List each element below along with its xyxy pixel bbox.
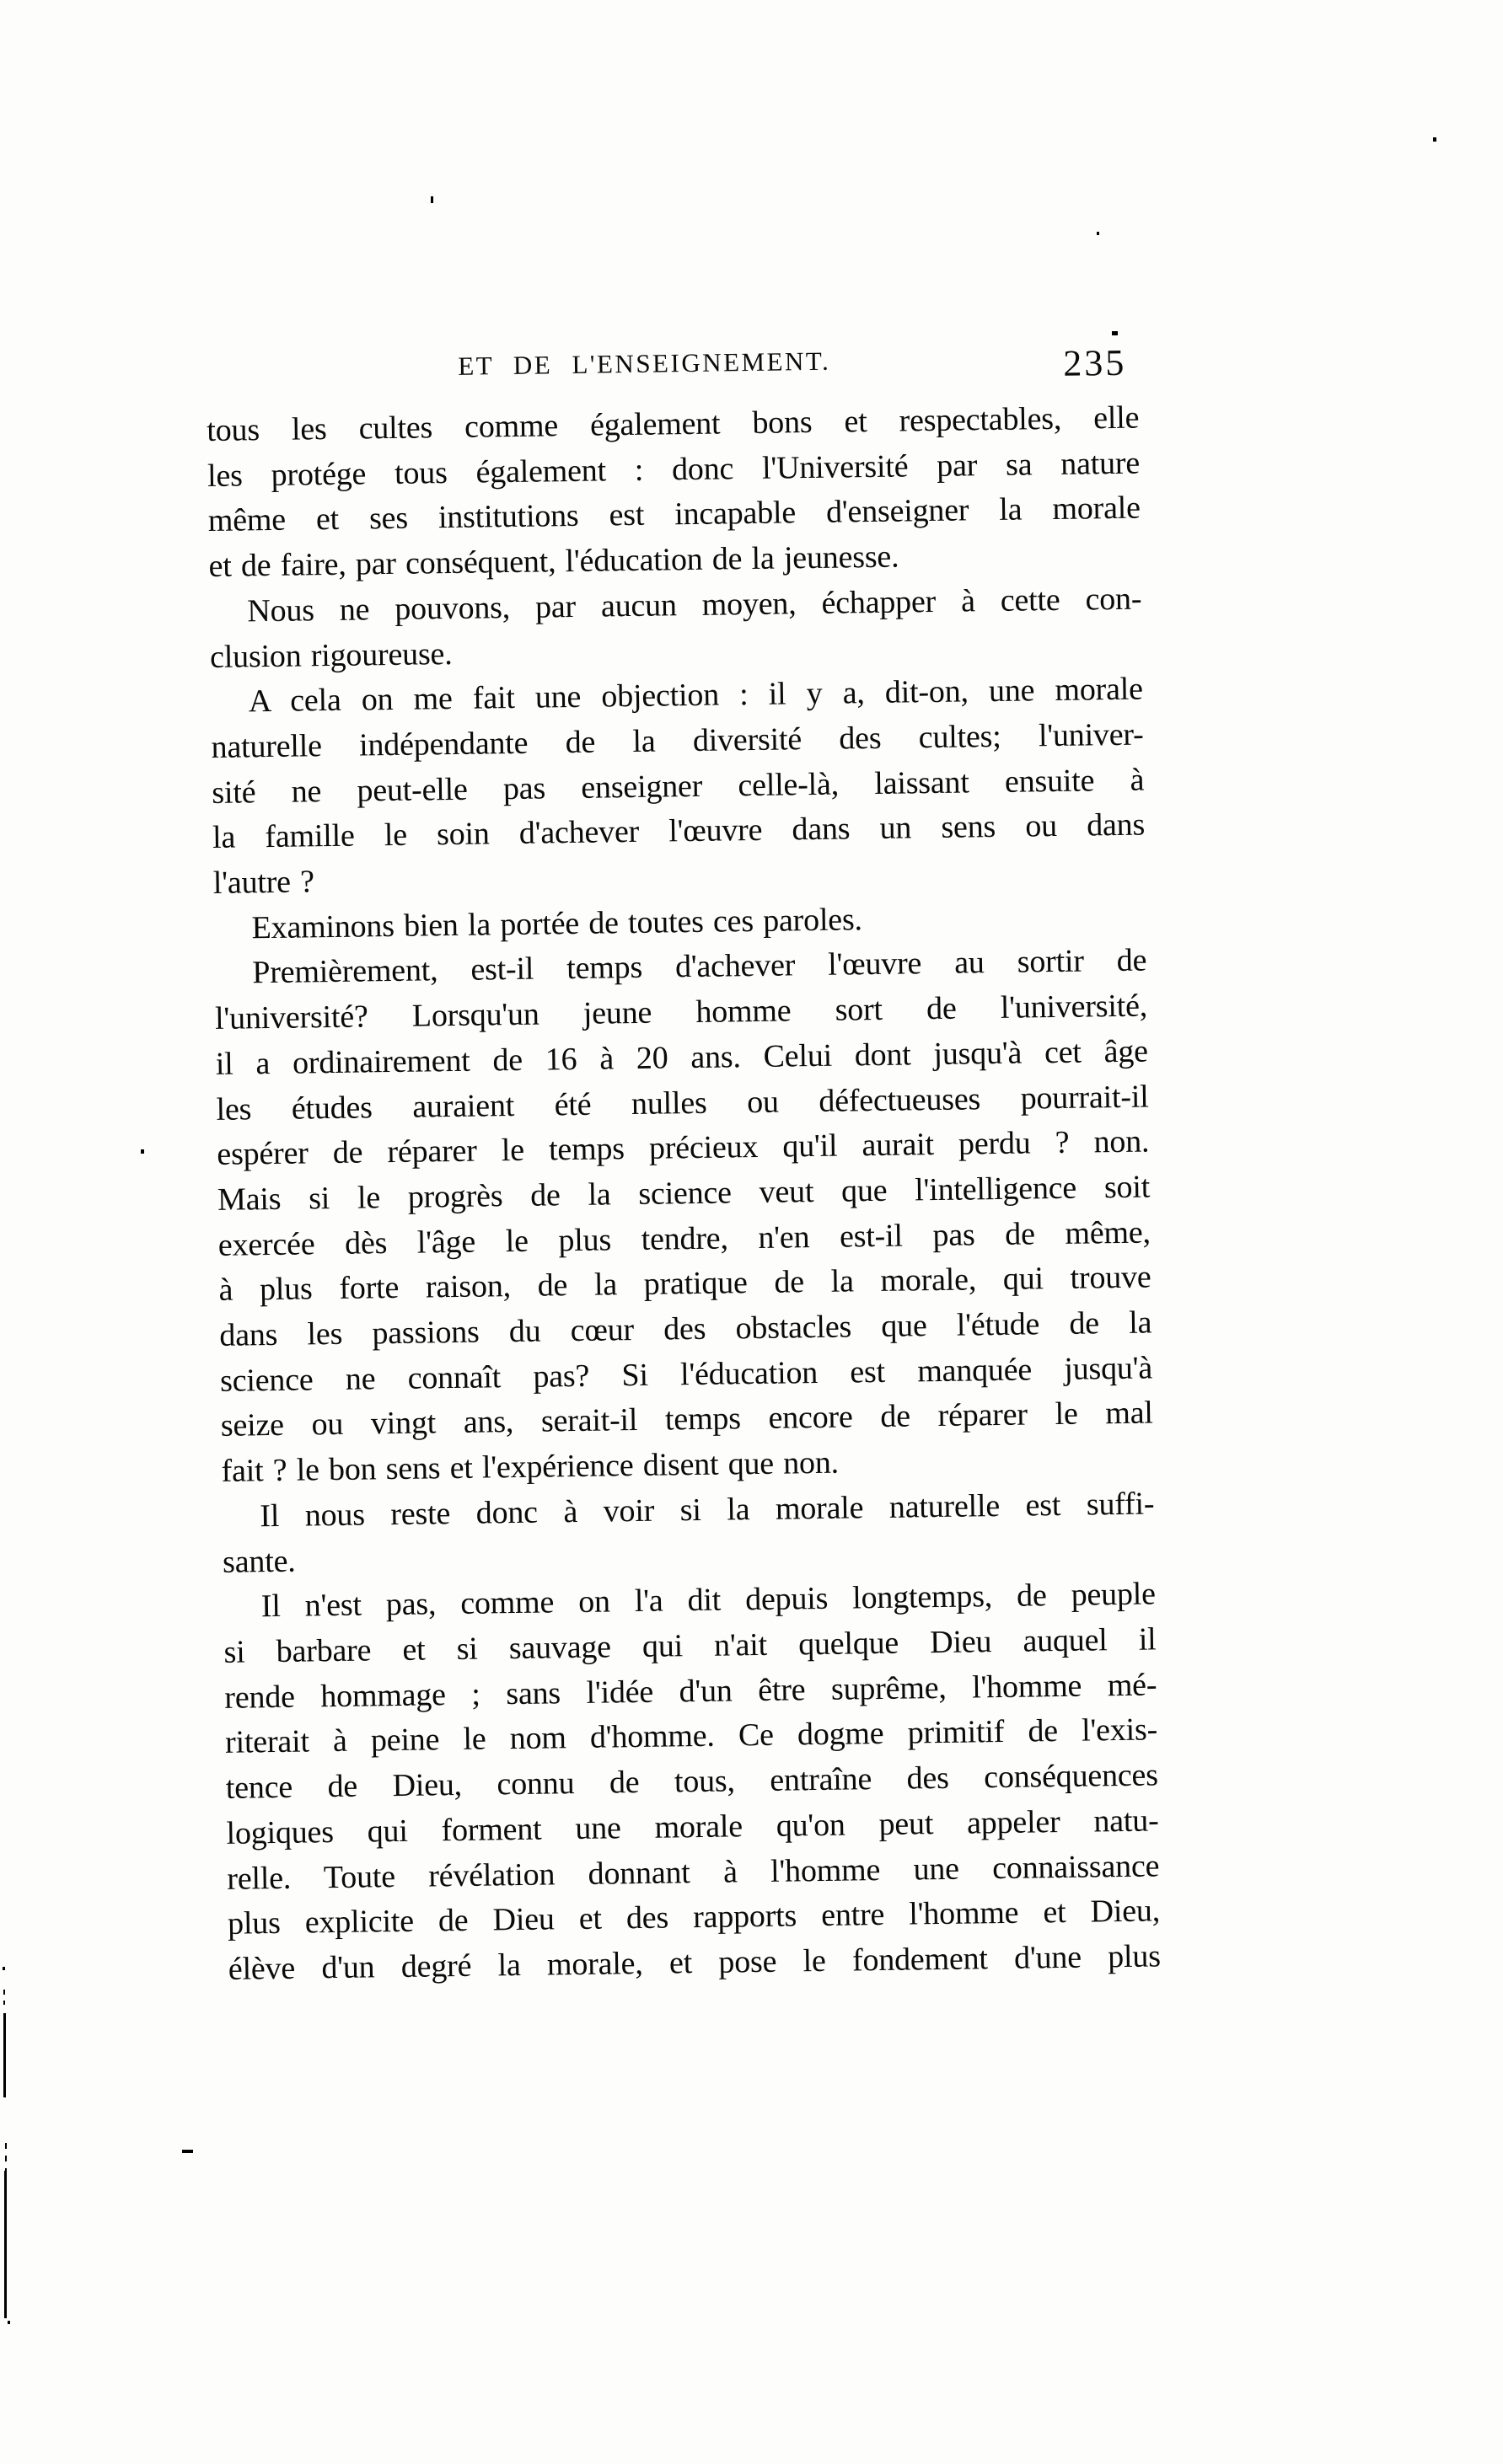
text-line: les protége tous également : donc l'Université par sa nature	[207, 445, 1141, 494]
scan-speck	[1112, 331, 1118, 335]
scan-speck	[1097, 232, 1099, 235]
text-line: naturelle indépendante de la diversité des cultes; l'univer-	[211, 716, 1144, 765]
text-line: plus explicite de Dieu et des rapports entre l'homme et Dieu,	[227, 1893, 1161, 1942]
scan-speck	[3, 2001, 5, 2005]
text-line: science ne connaît pas? Si l'éducation est manquée jusqu'à	[219, 1350, 1153, 1399]
text-line: logiques qui forment une morale qu'on peut appeler natu-	[226, 1802, 1159, 1851]
text-line: seize ou vingt ans, serait-il temps encore de réparer le mal	[220, 1395, 1154, 1444]
text-line: l'université? Lorsqu'un jeune homme sort de l'université,	[214, 988, 1148, 1037]
scan-speck	[3, 1990, 5, 1995]
text-line: Examinons bien la portée de toutes ces paroles.	[251, 901, 863, 946]
running-title: ET DE L'ENSEIGNEMENT.	[458, 345, 831, 381]
text-line: Mais si le progrès de la science veut que l'intelligence soit	[217, 1169, 1151, 1218]
text-line: fait ? le bon sens et l'expérience disent que non.	[221, 1444, 840, 1490]
body-text-block	[207, 396, 1161, 1993]
scan-speck	[141, 1149, 144, 1154]
text-line: élève d'un degré la morale, et pose le fondement d'une plus	[228, 1938, 1162, 1987]
scan-speck	[431, 196, 433, 203]
text-line: exercée dès l'âge le plus tendre, n'en est-il pas de même,	[217, 1214, 1151, 1263]
scan-edge-line	[4, 2171, 7, 2318]
text-line: relle. Toute révélation donnant à l'homme une connaissance	[227, 1847, 1160, 1897]
page-number: 235	[1063, 341, 1127, 384]
text-line: A cela on me fait une objection : il y a, dit-on, une morale	[248, 671, 1144, 720]
text-line: sité ne peut-elle pas enseigner celle-là, laissant ensuite à	[212, 762, 1145, 811]
text-line: espérer de réparer le temps précieux qu'il aurait perdu ? non.	[217, 1123, 1150, 1173]
scan-edge-line-dashed	[5, 2143, 7, 2171]
text-line: si barbare et si sauvage qui n'ait quelque Dieu auquel il	[223, 1621, 1157, 1670]
scan-speck	[182, 2150, 193, 2153]
text-line: et de faire, par conséquent, l'éducation de la jeunesse.	[208, 538, 899, 585]
text-line: même et ses institutions est incapable d'enseigner la morale	[207, 490, 1141, 539]
scan-speck	[3, 1967, 5, 1970]
text-line: sante.	[222, 1543, 296, 1580]
text-line: clusion rigoureuse.	[209, 635, 453, 675]
text-line: rende hommage ; sans l'idée d'un être suprême, l'homme mé-	[224, 1667, 1157, 1716]
text-line: Il nous reste donc à voir si la morale naturelle est suffi-	[260, 1486, 1155, 1535]
scan-speck	[8, 2321, 10, 2324]
scan-edge-line	[3, 2013, 6, 2097]
scan-speck	[1433, 137, 1436, 142]
text-line: les études auraient été nulles ou défectueuses pourrait-il	[216, 1079, 1149, 1128]
text-line: il a ordinairement de 16 à 20 ans. Celui dont jusqu'à cet âge	[215, 1033, 1149, 1082]
text-line: Premièrement, est-il temps d'achever l'œuvre au sortir de	[252, 942, 1147, 991]
text-line: dans les passions du cœur des obstacles que l'étude de la	[219, 1304, 1152, 1353]
text-line: Il n'est pas, comme on l'a dit depuis longtemps, de peuple	[260, 1576, 1157, 1625]
running-header	[206, 344, 1082, 383]
text-line: riterait à peine le nom d'homme. Ce dogme primitif de l'exis-	[224, 1711, 1158, 1761]
text-line: la famille le soin d'achever l'œuvre dans un sens ou dans	[212, 806, 1146, 856]
text-line: Nous ne pouvons, par aucun moyen, échapper à cette con-	[247, 581, 1142, 629]
text-line: tence de Dieu, connu de tous, entraîne des conséquences	[225, 1757, 1159, 1806]
text-line: l'autre ?	[212, 864, 315, 901]
text-line: à plus forte raison, de la pratique de la morale, qui trouve	[218, 1259, 1151, 1309]
text-line: tous les cultes comme également bons et respectables, elle	[207, 399, 1140, 448]
